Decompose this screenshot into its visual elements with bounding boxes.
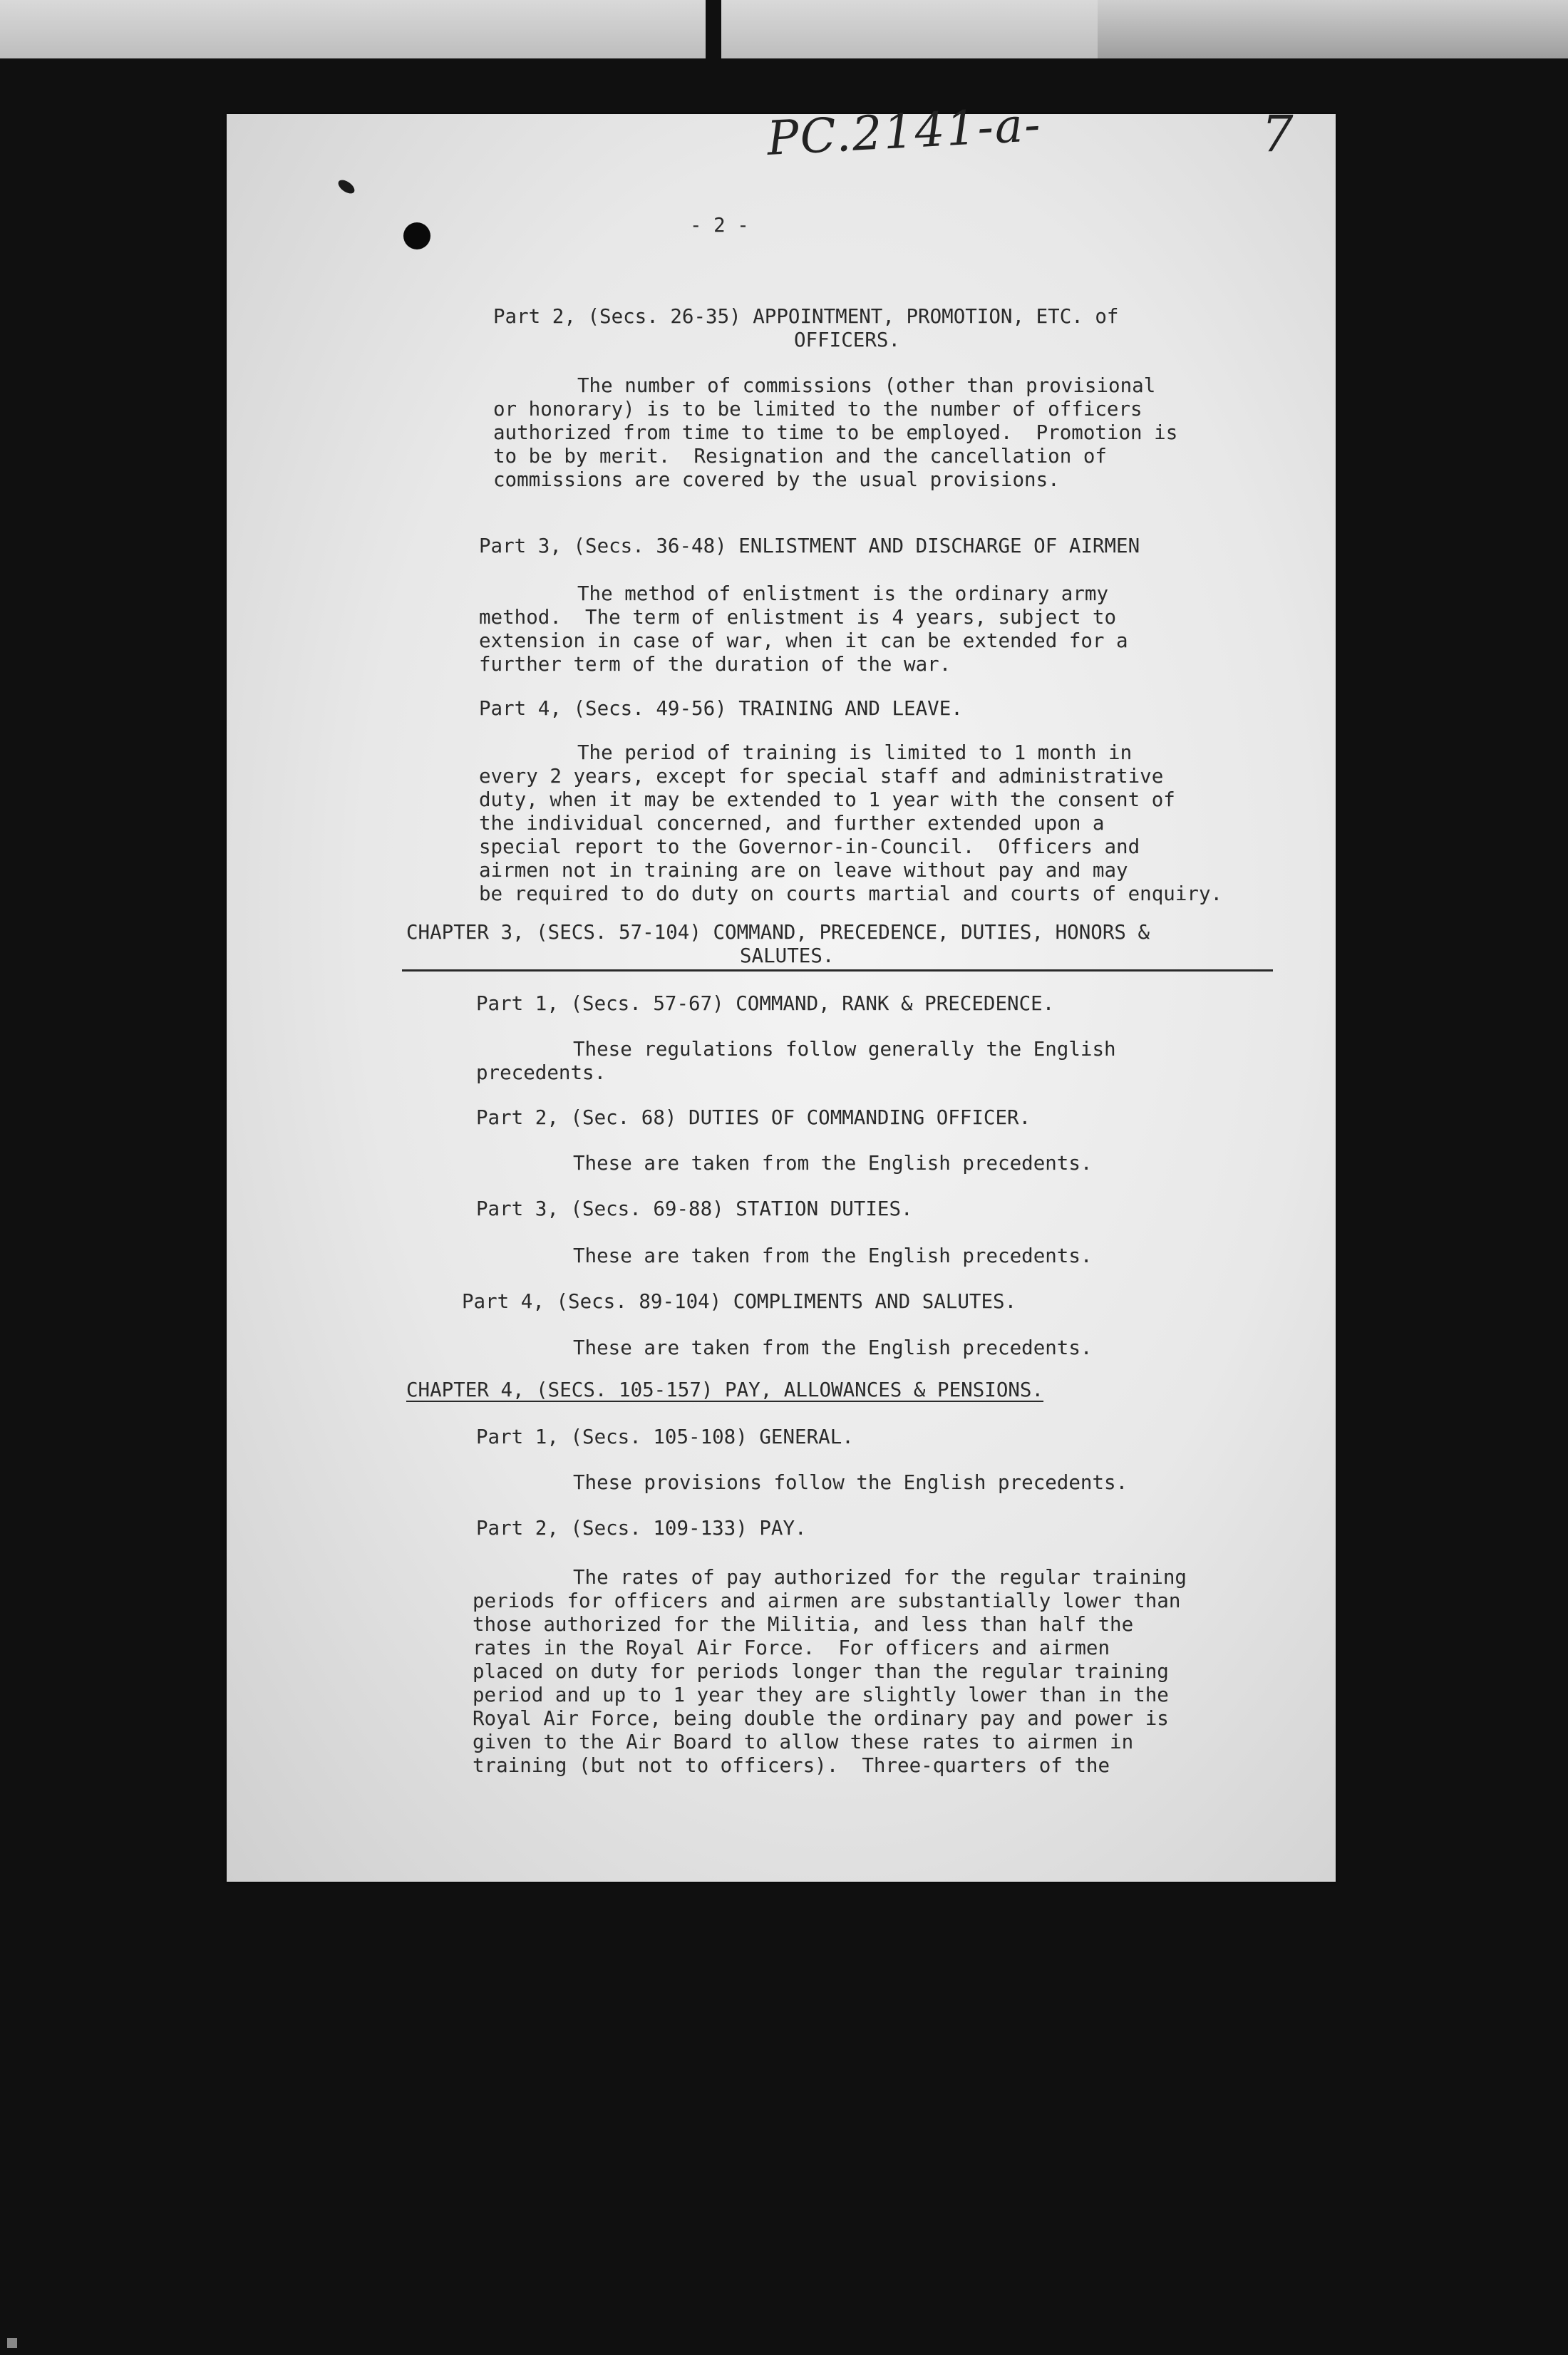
- section-heading: Part 2, (Sec. 68) DUTIES OF COMMANDING OFFICER.: [476, 1106, 1031, 1129]
- section-heading: OFFICERS.: [794, 329, 901, 351]
- body-line: duty, when it may be extended to 1 year with the consent of: [479, 788, 1175, 811]
- punch-hole-small: [336, 177, 356, 196]
- body-line: further term of the duration of the war.: [479, 653, 951, 676]
- body-line: The method of enlistment is the ordinary army: [577, 582, 1109, 605]
- handwritten-folio-number: 7: [1262, 105, 1294, 163]
- body-line: or honorary) is to be limited to the number of officers: [493, 398, 1143, 421]
- chapter-heading: SALUTES.: [740, 944, 835, 967]
- section-heading: Part 4, (Secs. 49-56) TRAINING AND LEAVE.: [479, 697, 963, 720]
- body-line: These are taken from the English precedents.: [573, 1152, 1093, 1175]
- body-line: These regulations follow generally the English: [573, 1038, 1116, 1061]
- body-line: The rates of pay authorized for the regular training: [573, 1566, 1187, 1589]
- body-line: airmen not in training are on leave without pay and may: [479, 859, 1128, 882]
- body-line: the individual concerned, and further extended upon a: [479, 812, 1105, 835]
- body-line: period and up to 1 year they are slightly lower than in the: [473, 1684, 1169, 1706]
- body-line: extension in case of war, when it can be extended for a: [479, 629, 1128, 652]
- body-line: be required to do duty on courts martial and courts of enquiry.: [479, 882, 1223, 905]
- body-line: authorized from time to time to be employed. Promotion is: [493, 421, 1178, 444]
- film-edge-mark: [7, 2338, 17, 2348]
- section-heading: Part 2, (Secs. 109-133) PAY.: [476, 1517, 807, 1540]
- body-line: special report to the Governor-in-Council. Officers and: [479, 835, 1140, 858]
- handwritten-reference: PC.2141-a-: [765, 96, 1043, 167]
- body-line: These provisions follow the English precedents.: [573, 1471, 1128, 1494]
- body-line: These are taken from the English precedents.: [573, 1245, 1093, 1267]
- body-line: placed on duty for periods longer than the regular training: [473, 1660, 1169, 1683]
- page-number: - 2 -: [690, 214, 749, 237]
- section-heading: Part 4, (Secs. 89-104) COMPLIMENTS AND SALUTES.: [462, 1290, 1017, 1313]
- section-heading: Part 1, (Secs. 105-108) GENERAL.: [476, 1426, 854, 1448]
- punch-hole: [403, 222, 430, 249]
- body-line: Royal Air Force, being double the ordinary pay and power is: [473, 1707, 1169, 1730]
- chapter-heading: CHAPTER 4, (SECS. 105-157) PAY, ALLOWANCES & PENSIONS.: [406, 1379, 1044, 1401]
- body-line: The period of training is limited to 1 month in: [577, 741, 1133, 764]
- section-heading: Part 3, (Secs. 69-88) STATION DUTIES.: [476, 1197, 913, 1220]
- adjacent-frame-strip-middle: [721, 0, 1099, 58]
- adjacent-frame-strip-left: [0, 0, 706, 58]
- body-line: commissions are covered by the usual provisions.: [493, 468, 1060, 491]
- body-line: The number of commissions (other than provisional: [577, 374, 1156, 397]
- body-line: training (but not to officers). Three-quarters of the: [473, 1754, 1110, 1777]
- body-line: periods for officers and airmen are substantially lower than: [473, 1589, 1181, 1612]
- body-line: given to the Air Board to allow these rates to airmen in: [473, 1731, 1134, 1753]
- chapter-heading: CHAPTER 3, (SECS. 57-104) COMMAND, PRECEDENCE, DUTIES, HONORS &: [406, 921, 1150, 944]
- body-line: rates in the Royal Air Force. For officers and airmen: [473, 1637, 1110, 1659]
- body-line: to be by merit. Resignation and the cancellation of: [493, 445, 1107, 468]
- section-heading: Part 1, (Secs. 57-67) COMMAND, RANK & PRECEDENCE.: [476, 992, 1055, 1015]
- chapter-underline: [402, 969, 1273, 972]
- body-line: precedents.: [476, 1061, 607, 1084]
- body-line: those authorized for the Militia, and less than half the: [473, 1613, 1134, 1636]
- document-page: [227, 96, 1336, 1882]
- body-line: method. The term of enlistment is 4 years, subject to: [479, 606, 1117, 629]
- body-line: every 2 years, except for special staff and administrative: [479, 765, 1164, 788]
- body-line: These are taken from the English precedents.: [573, 1336, 1093, 1359]
- adjacent-frame-strip-right: [1098, 0, 1568, 58]
- section-heading: Part 3, (Secs. 36-48) ENLISTMENT AND DISCHARGE OF AIRMEN: [479, 535, 1140, 557]
- section-heading: Part 2, (Secs. 26-35) APPOINTMENT, PROMOTION, ETC. of: [493, 305, 1119, 328]
